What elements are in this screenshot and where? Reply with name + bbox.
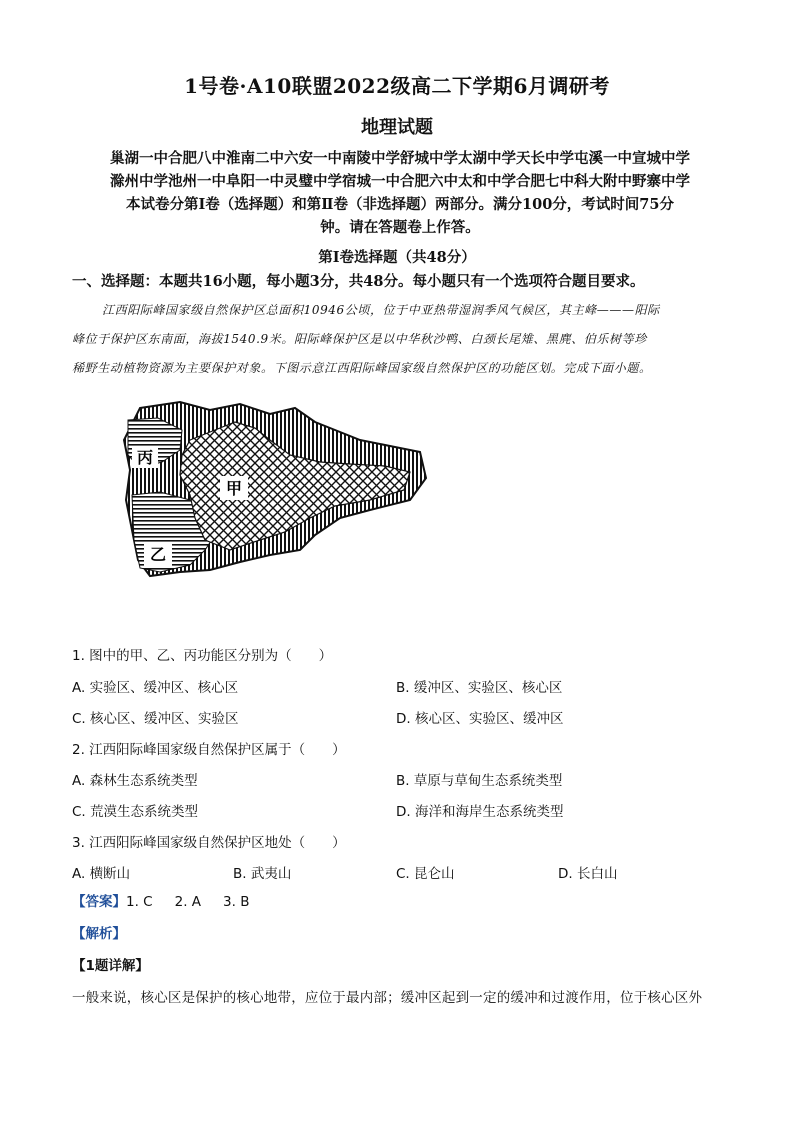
q2-option-d: D. 海洋和海岸生态系统类型 <box>396 804 564 820</box>
q2-option-b: B. 草原与草甸生态系统类型 <box>396 773 563 789</box>
material-passage <box>72 296 722 383</box>
exam-title: 1号卷·A10联盟2022级高二下学期6月调研考 <box>184 74 610 98</box>
material-line-2: 峰位于保护区东南面，海拔1540.9米。阳际峰保护区是以中华秋沙鸭、白颈长尾雉、黑麂、伯乐树等珍 <box>72 332 647 346</box>
map-label-bing: 丙 <box>136 448 154 467</box>
material-line-3: 稀野生动植物资源为主要保护对象。下图示意江西阳际峰国家级自然保护区的功能区划。完成下面小题。 <box>72 361 652 375</box>
q3-option-b: B. 武夷山 <box>233 866 292 882</box>
analysis-text: 一般来说，核心区是保护的核心地带，应位于最内部；缓冲区起到一定的缓冲和过渡作用，位于核心区外 <box>72 990 703 1006</box>
part-1-heading: 第Ⅰ卷选择题（共48分） <box>318 249 476 266</box>
subject-title: 地理试题 <box>361 117 433 138</box>
q1-detail-tag: 【1题详解】 <box>72 958 149 974</box>
section-heading: 一、选择题：本题共16小题，每小题3分，共48分。每小题只有一个选项符合题目要求。 <box>72 273 645 290</box>
school-list <box>70 147 730 239</box>
analysis-tag: 【解析】 <box>72 926 126 942</box>
school-line-1: 巢湖一中合肥八中淮南二中六安一中南陵中学舒城中学太湖中学天长中学屯溪一中宣城中学 <box>110 150 690 167</box>
question-3-stem: 3. 江西阳际峰国家级自然保护区地处（ ） <box>72 835 346 851</box>
reserve-zoning-map <box>120 400 430 580</box>
q3-option-d: D. 长白山 <box>558 866 618 882</box>
q2-option-c: C. 荒漠生态系统类型 <box>72 804 199 820</box>
answer-line <box>72 890 249 910</box>
exam-info-line-2: 钟。请在答题卷上作答。 <box>320 219 480 236</box>
answer-2: 2. A <box>174 894 202 910</box>
q2-option-a: A. 森林生态系统类型 <box>72 773 198 789</box>
answer-1: 1. C <box>126 894 153 910</box>
map-label-yi: 乙 <box>149 545 167 564</box>
q3-option-a: A. 横断山 <box>72 866 131 882</box>
q1-option-c: C. 核心区、缓冲区、实验区 <box>72 711 239 727</box>
map-label-jia: 甲 <box>225 479 243 498</box>
exam-info-line-1: 本试卷分第Ⅰ卷（选择题）和第Ⅱ卷（非选择题）两部分。满分100分，考试时间75分 <box>126 196 674 213</box>
question-1-stem: 1. 图中的甲、乙、丙功能区分别为（ ） <box>72 648 333 664</box>
answer-3: 3. B <box>223 894 250 910</box>
q1-option-d: D. 核心区、实验区、缓冲区 <box>396 711 564 727</box>
q3-option-c: C. 昆仑山 <box>396 866 455 882</box>
answer-tag: 【答案】 <box>72 894 126 910</box>
q1-option-b: B. 缓冲区、实验区、核心区 <box>396 680 563 696</box>
question-2-stem: 2. 江西阳际峰国家级自然保护区属于（ ） <box>72 742 346 758</box>
school-line-2: 滁州中学池州一中阜阳一中灵璧中学宿城一中合肥六中太和中学合肥七中科大附中野寨中学 <box>110 173 690 190</box>
material-line-1: 江西阳际峰国家级自然保护区总面积10946公顷，位于中亚热带湿润季风气候区，其主峰———阳际 <box>102 303 660 317</box>
q1-option-a: A. 实验区、缓冲区、核心区 <box>72 680 239 696</box>
